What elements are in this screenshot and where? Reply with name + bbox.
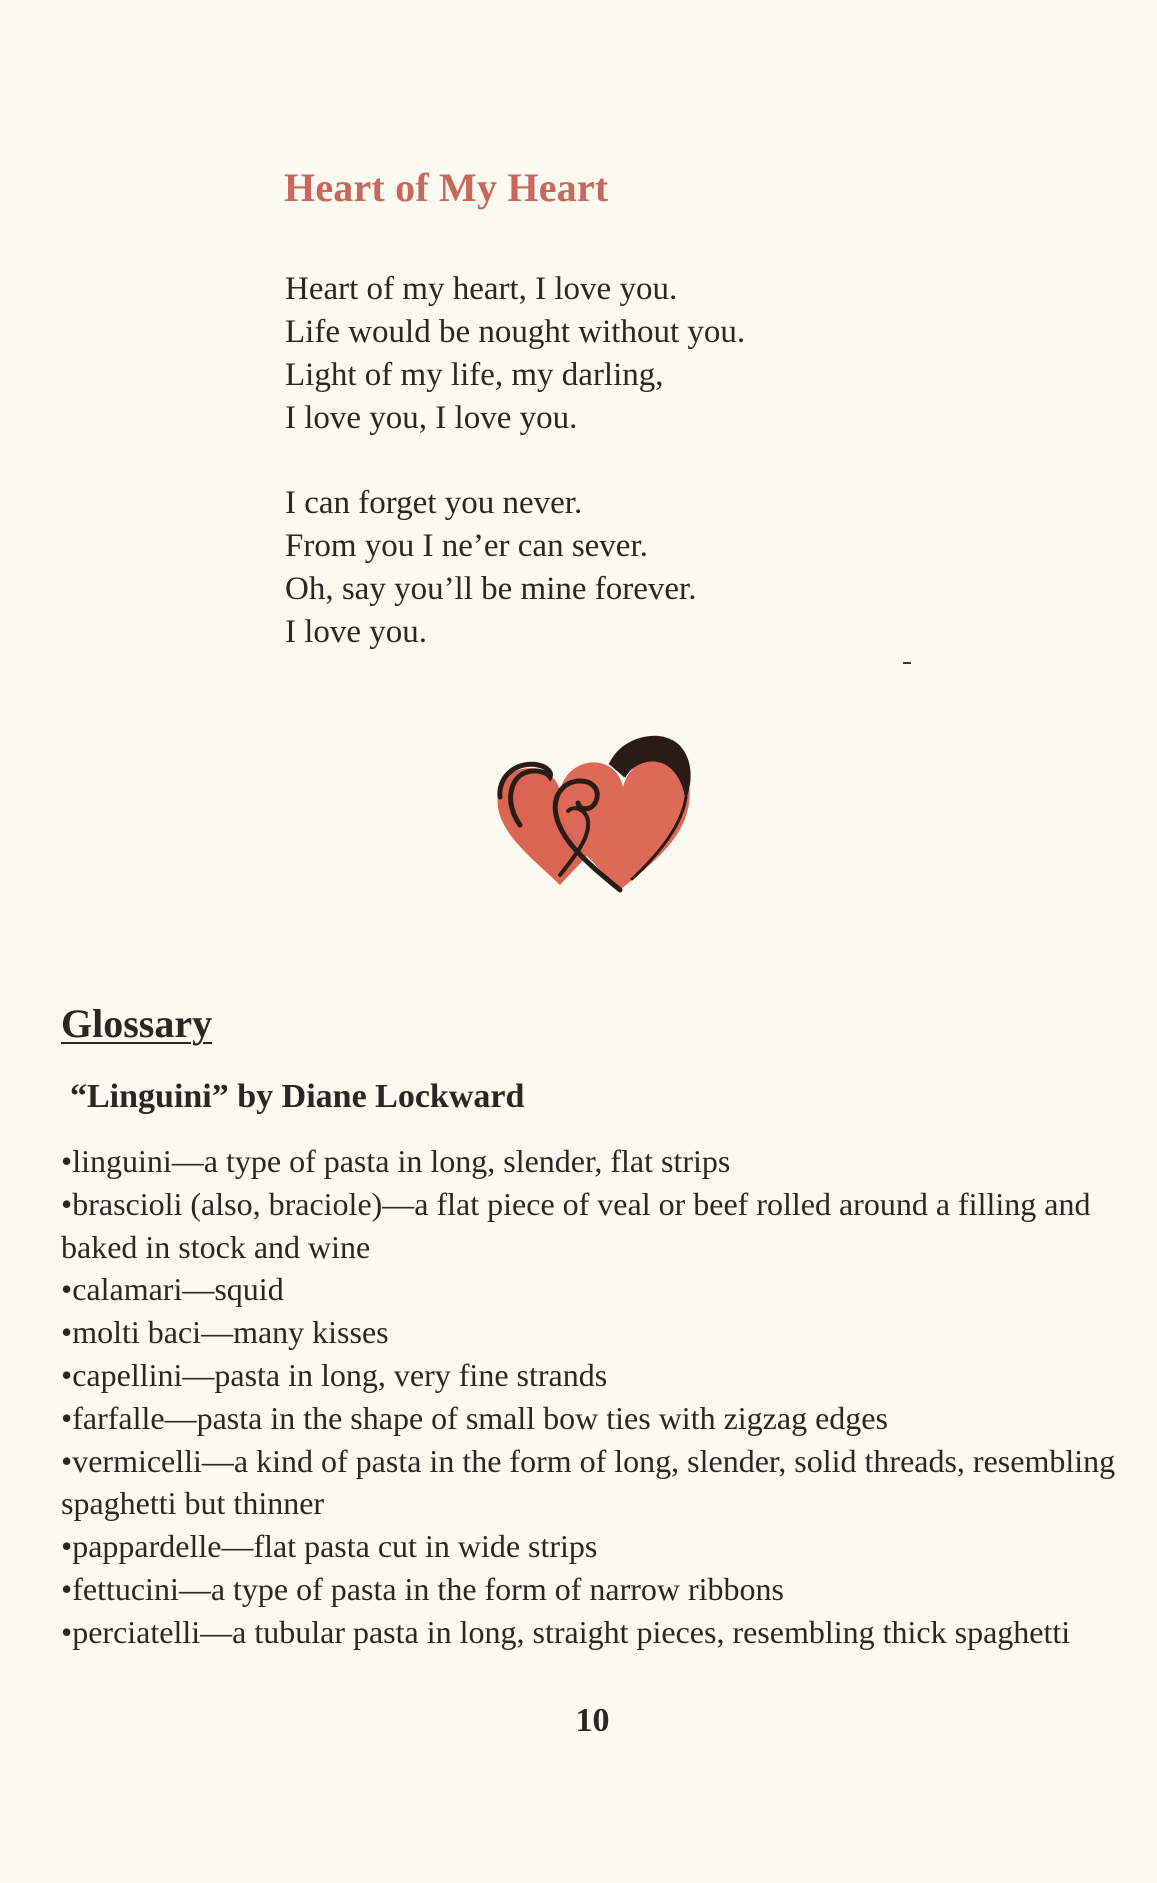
glossary-entry: •farfalle—pasta in the shape of small bow ties with zigzag edges (61, 1399, 888, 1436)
poem-title: Heart of My Heart (284, 165, 609, 210)
poem-line: I can forget you never. (285, 485, 583, 521)
glossary-list (61, 1140, 1121, 1654)
glossary-entry: •capellini—pasta in long, very fine strands (61, 1356, 608, 1393)
glossary-subheading: “Linguini” by Diane Lockward (70, 1078, 525, 1115)
glossary-entry: •vermicelli—a kind of pasta in the form of long, slender, solid threads, resembling spaghetti but thinner (61, 1442, 1116, 1522)
glossary-heading: Glossary (61, 1001, 213, 1046)
two-hearts-icon (490, 725, 700, 900)
poem-line: Life would be nought without you. (285, 314, 746, 350)
right-heart-icon (560, 758, 690, 890)
glossary-entry: •fettucini—a type of pasta in the form of narrow ribbons (61, 1570, 784, 1607)
poem-stanza-2 (285, 482, 696, 654)
glossary-entry: •pappardelle—flat pasta cut in wide strips (61, 1528, 598, 1565)
print-speck (903, 662, 911, 664)
page-number: 10 (575, 1702, 610, 1739)
poem-line: I love you, I love you. (285, 400, 578, 436)
glossary-entry: •linguini—a type of pasta in long, slender, flat strips (61, 1143, 731, 1179)
glossary-entry: •calamari—squid (61, 1271, 284, 1308)
glossary-entry: •molti baci—many kisses (61, 1314, 389, 1351)
poem-line: I love you. (285, 614, 428, 650)
glossary-entry: •brascioli (also, braciole)—a flat piece of veal or beef rolled around a filling and baked in stock and wine (61, 1185, 1091, 1265)
poem-line: Light of my life, my darling, (285, 357, 664, 393)
poem-line: Heart of my heart, I love you. (285, 271, 678, 307)
poem-line: Oh, say you’ll be mine forever. (285, 571, 697, 607)
glossary-entry: •perciatelli—a tubular pasta in long, straight pieces, resembling thick spaghetti (61, 1613, 1071, 1650)
poem-line: From you I ne’er can sever. (285, 528, 648, 564)
poem-stanza-1 (285, 268, 745, 440)
